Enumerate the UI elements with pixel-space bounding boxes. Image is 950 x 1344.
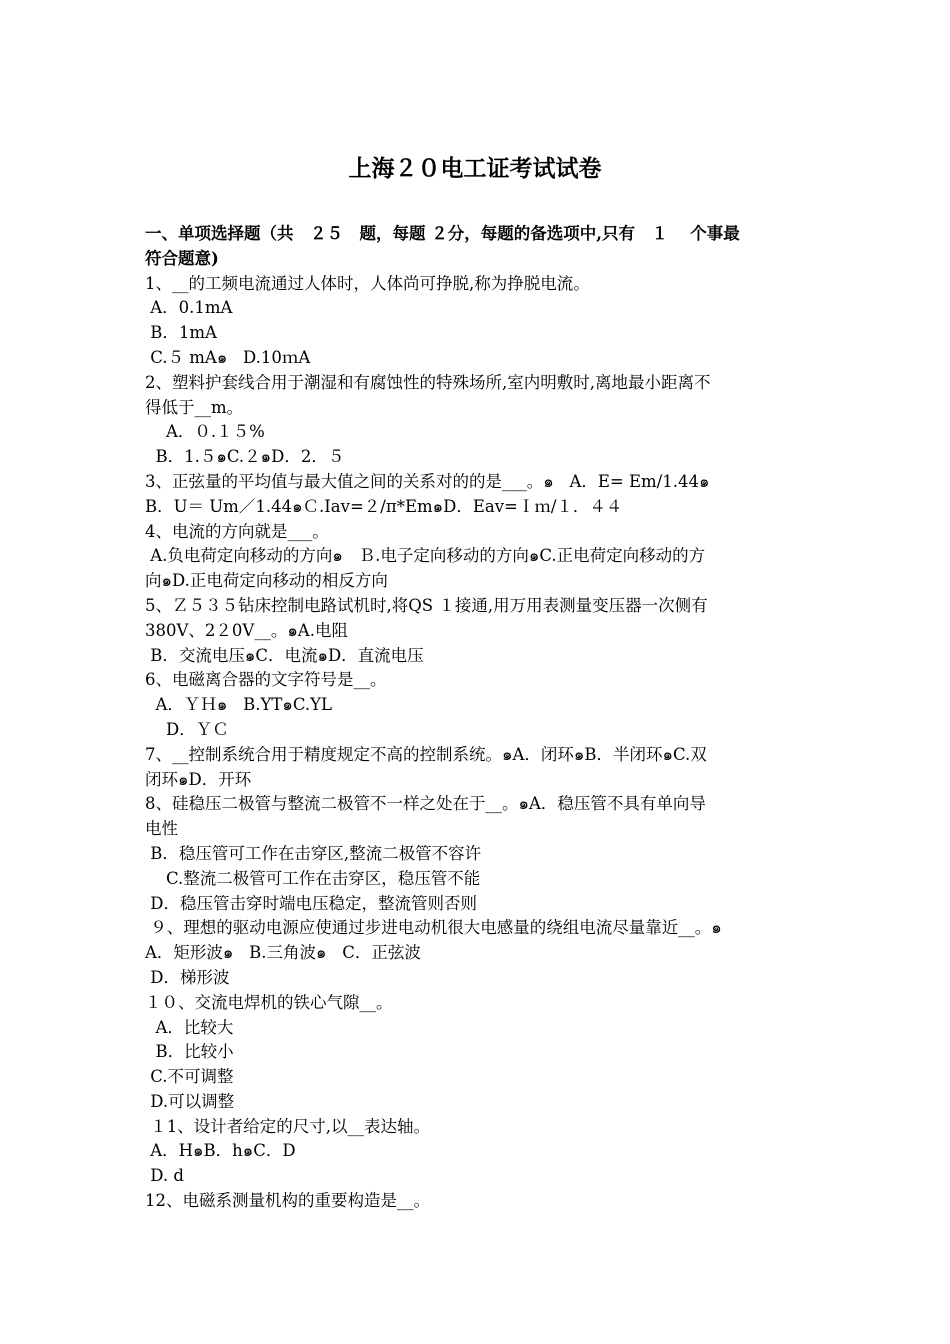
question-line: １1、设计者给定的尺寸,以__表达轴。 xyxy=(145,1116,430,1136)
question-line: 3、正弦量的平均值与最大值之间的关系对的的是___。๑ A．E= Em/1.44๑ xyxy=(145,471,710,491)
option-line: A．ＹＨ๑ B.YT๑C.YL xyxy=(145,695,332,715)
option-line: B．1mA xyxy=(145,323,217,343)
option-line: D.可以调整 xyxy=(145,1091,235,1111)
option-line: A．矩形波๑ B.三角波๑ C．正弦波 xyxy=(145,943,421,963)
option-line: B．比较小 xyxy=(145,1042,234,1062)
option-line: 电性 xyxy=(145,819,178,839)
option-line: D．稳压管击穿时端电压稳定，整流管则否则 xyxy=(145,893,477,913)
option-line: B．交流电压๑C．电流๑D．直流电压 xyxy=(145,645,424,665)
option-line: 闭环๑D．开环 xyxy=(145,769,252,789)
option-line: 向๑D.正电荷定向移动的相反方向 xyxy=(145,571,388,591)
document-title: 上海２０电工证考试试卷 xyxy=(348,155,602,182)
option-line: B．U＝ Um／1.44๑Ｃ.Iav=２/π*Em๑D．Eav=Ｉｍ/１．４４ xyxy=(145,496,623,516)
option-line: A．比较大 xyxy=(145,1017,234,1037)
section-heading-line: 符合题意) xyxy=(145,248,219,268)
section-heading-line: 一、单项选择题（共 ２５ 题，每题 ２分，每题的备选项中,只有 １ 个事最 xyxy=(145,224,740,243)
question-line: 12、电磁系测量机构的重要构造是__。 xyxy=(145,1191,430,1211)
question-line: 得低于__m。 xyxy=(145,397,244,417)
option-line: A.负电荷定向移动的方向๑ Ｂ.电子定向移动的方向๑C.正电荷定向移动的方 xyxy=(145,546,706,566)
question-line: 7、__控制系统合用于精度规定不高的控制系统。๑A．闭环๑B．半闭环๑C.双 xyxy=(145,744,707,764)
option-line: A．0.1mA xyxy=(145,298,233,318)
question-line: 5、Ｚ５３５钻床控制电路试机时,将QS １接通,用万用表测量变压器一次侧有 xyxy=(145,595,708,615)
option-line: A．０.１５% xyxy=(145,422,265,442)
option-line: D．梯形波 xyxy=(145,967,230,987)
option-line: C.５ mA๑ D.10ｍA xyxy=(145,347,311,367)
question-line: １０、交流电焊机的铁心气隙__。 xyxy=(145,992,393,1012)
question-line: 4、电流的方向就是___。 xyxy=(145,521,329,541)
option-line: D. d xyxy=(145,1166,184,1186)
option-line: D．ＹＣ xyxy=(145,719,229,739)
option-line: B．稳压管可工作在击穿区,整流二极管不容许 xyxy=(145,843,482,863)
option-line: C.不可调整 xyxy=(145,1067,234,1087)
option-line: C.整流二极管可工作在击穿区，稳压管不能 xyxy=(145,868,481,888)
question-line: 6、电磁离合器的文字符号是__。 xyxy=(145,670,387,690)
question-line: 380V、2２0V__。๑A.电阻 xyxy=(145,620,348,640)
question-line: ９、理想的驱动电源应使通过步进电动机很大电感量的绕组电流尽量靠近__。๑ xyxy=(145,918,722,938)
option-line: A．H๑B．h๑C．D xyxy=(145,1141,296,1161)
question-line: 2、塑料护套线合用于潮湿和有腐蚀性的特殊场所,室内明敷时,离地最小距离不 xyxy=(145,372,711,392)
option-line: B．1.５๑C.２๑D．2．５ xyxy=(145,447,345,467)
document-body xyxy=(145,222,810,1214)
question-line: 8、硅稳压二极管与整流二极管不一样之处在于__。๑A．稳压管不具有单向导 xyxy=(145,794,706,814)
question-line: 1、__的工频电流通过人体时，人体尚可挣脱,称为挣脱电流。 xyxy=(145,273,590,293)
